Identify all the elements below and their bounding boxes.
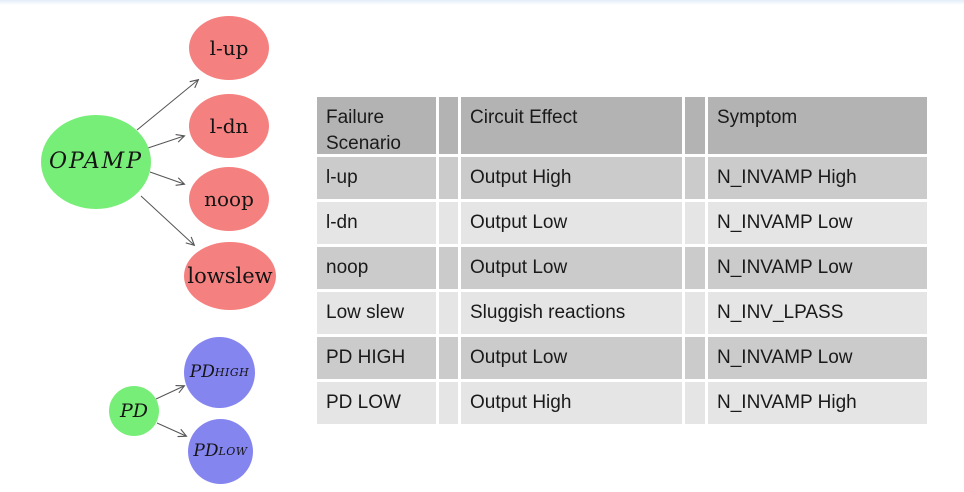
cell-spacer [439, 292, 458, 334]
node-lowslew: lowslew [184, 242, 276, 310]
cell-spacer [685, 382, 705, 424]
cell-spacer [685, 247, 705, 289]
header-symptom: Symptom [708, 97, 927, 154]
node-opamp: OPAMP [41, 115, 151, 209]
cell-scenario: l-up [317, 157, 436, 199]
pd-high-label: PD [189, 362, 215, 382]
edge-opamp-ldn [148, 136, 184, 148]
cell-scenario: l-dn [317, 202, 436, 244]
cell-spacer [685, 202, 705, 244]
cell-spacer [685, 157, 705, 199]
header-failure-scenario: Failure Scenario [317, 97, 436, 154]
node-l-dn: l-dn [189, 94, 269, 158]
node-pd-low [188, 419, 253, 484]
cell-effect: Output High [461, 382, 682, 424]
node-l-up: l-up [189, 16, 269, 80]
node-pd-high [184, 337, 255, 408]
pd-low-label: PD [193, 441, 219, 461]
node-noop: noop [189, 167, 269, 231]
pd-low-subscript: LOW [218, 445, 248, 458]
cell-symptom: N_INVAMP Low [708, 247, 927, 289]
edge-pd-pdhigh [156, 386, 184, 399]
failure-scenario-table [317, 97, 927, 424]
cell-spacer [439, 202, 458, 244]
window-top-edge [0, 0, 964, 5]
edge-opamp-lowslew [141, 196, 194, 245]
header-circuit-effect: Circuit Effect [461, 97, 682, 154]
cell-effect: Output Low [461, 247, 682, 289]
cell-spacer [439, 382, 458, 424]
cell-symptom: N_INVAMP Low [708, 202, 927, 244]
pd-high-subscript: HIGH [214, 366, 250, 379]
cell-spacer [439, 247, 458, 289]
cell-spacer [685, 292, 705, 334]
cell-effect: Output Low [461, 202, 682, 244]
cell-scenario: noop [317, 247, 436, 289]
header-spacer-2 [685, 97, 705, 154]
cell-spacer [439, 157, 458, 199]
cell-scenario: PD LOW [317, 382, 436, 424]
cell-symptom: N_INV_LPASS [708, 292, 927, 334]
cell-symptom: N_INVAMP High [708, 157, 927, 199]
cell-symptom: N_INVAMP High [708, 382, 927, 424]
cell-spacer [439, 337, 458, 379]
cell-effect: Output High [461, 157, 682, 199]
cell-scenario: PD HIGH [317, 337, 436, 379]
cell-symptom: N_INVAMP Low [708, 337, 927, 379]
cell-spacer [685, 337, 705, 379]
edge-pd-pdlow [157, 423, 186, 436]
cell-effect: Sluggish reactions [461, 292, 682, 334]
node-pd: PD [109, 386, 159, 436]
header-spacer-1 [439, 97, 458, 154]
cell-effect: Output Low [461, 337, 682, 379]
cell-scenario: Low slew [317, 292, 436, 334]
edge-opamp-noop [150, 172, 184, 184]
